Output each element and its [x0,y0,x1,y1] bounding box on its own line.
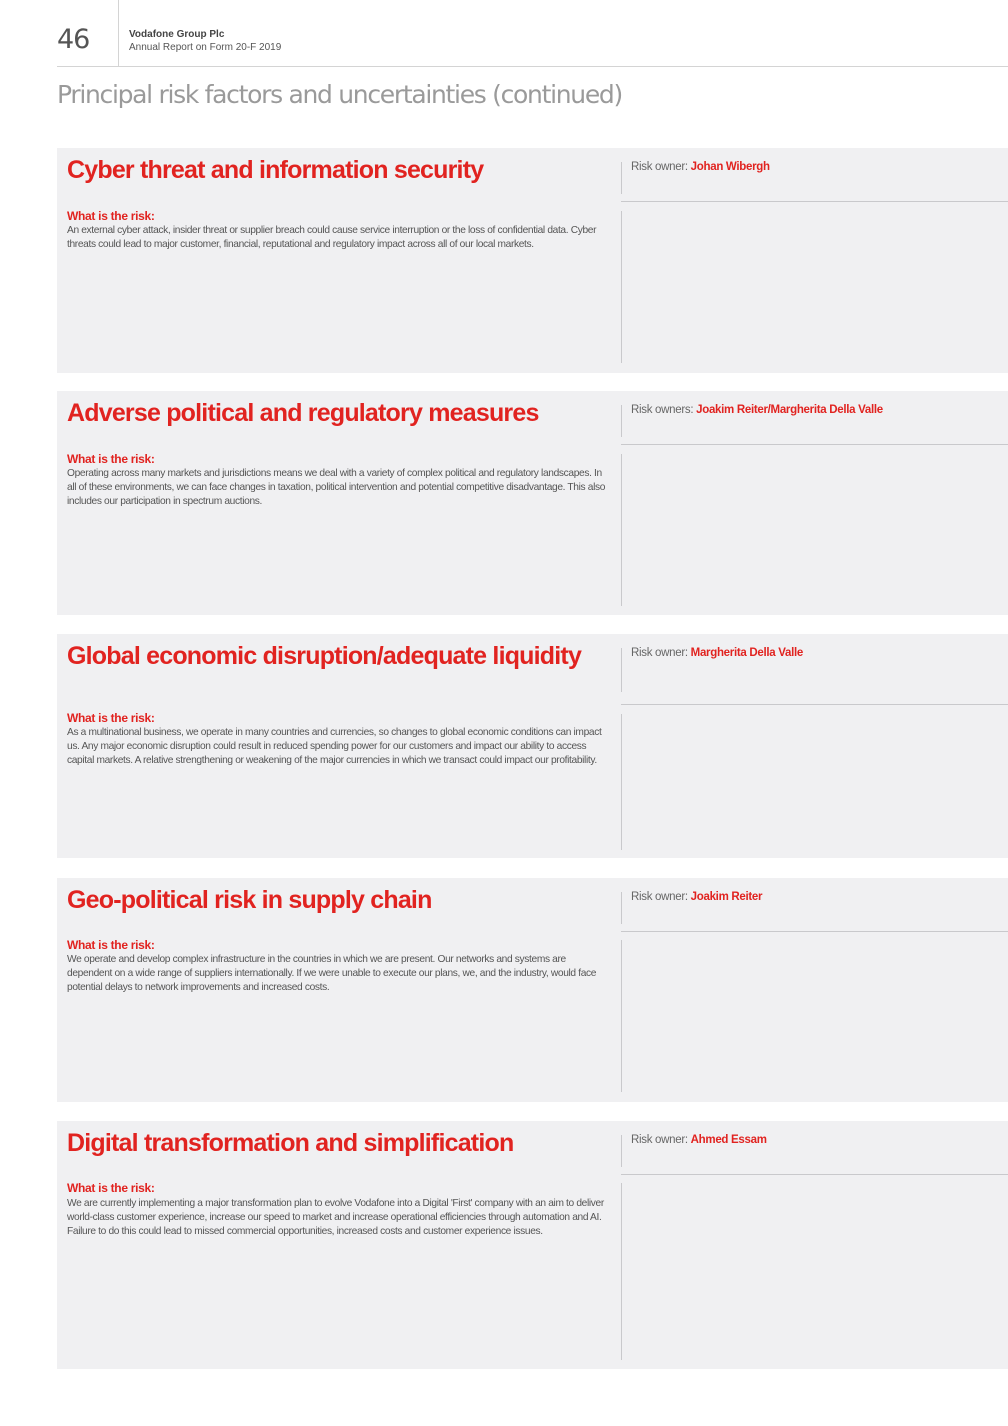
risk-title: Global economic disruption/adequate liquidity [67,642,582,670]
risk-title: Adverse political and regulatory measures [67,399,539,427]
risk-owner-label: Risk owner: [631,891,691,903]
header-rule [57,66,1008,67]
risk-heading: What is the risk: [67,209,155,223]
risk-owner-name: Margherita Della Valle [690,647,803,659]
owner-rule [621,931,1008,932]
owner-rule [621,444,1008,445]
column-divider [621,1183,622,1360]
risk-owner [631,647,803,659]
page-number: 46 [57,24,90,55]
risk-owner [631,891,762,903]
column-divider [621,1135,622,1167]
risk-card-economic [57,634,1008,858]
column-divider [621,648,622,692]
column-divider [621,211,622,363]
column-divider [621,892,622,924]
risk-title: Digital transformation and simplification [67,1129,514,1157]
risk-owner [631,161,770,173]
column-divider [621,454,622,606]
risk-owner-label: Risk owners: [631,404,697,416]
risk-owner [631,1134,767,1146]
risk-card-political [57,391,1008,615]
risk-heading: What is the risk: [67,1181,155,1195]
company-name: Vodafone Group Plc [129,29,225,40]
page-header [0,0,1008,67]
column-divider [621,714,622,850]
risk-owner-label: Risk owner: [631,1134,691,1146]
risk-heading: What is the risk: [67,452,155,466]
owner-rule [621,1174,1008,1175]
risk-card-supply-chain [57,878,1008,1102]
owner-rule [621,201,1008,202]
risk-heading: What is the risk: [67,938,155,952]
risk-card-digital [57,1121,1008,1369]
risk-heading: What is the risk: [67,711,155,725]
column-divider [621,940,622,1092]
risk-description: We are currently implementing a major transformation plan to evolve Vodafone into a Digital 'First' company with an aim to deliver world-class customer experience, increase our speed to market and increase operational efficiencies through automation and AI. Failure to do this could lead to missed commercial opportunities, increased costs and customer experience issues. [67,1198,604,1238]
risk-title: Cyber threat and information security [67,156,484,184]
column-divider [621,162,622,194]
risk-owner-name: Ahmed Essam [690,1134,767,1146]
risk-description: As a multinational business, we operate in many countries and currencies, so changes to global economic conditions can impact us. Any major economic disruption could result in reduced spending power for our customers and impact our ability to access capital markets. A relative strengthening or weakening of the major currencies in which we transact could impact our profitability. [67,727,602,767]
section-title: Principal risk factors and uncertainties (continued) [57,80,622,109]
risk-description: Operating across many markets and jurisdictions means we deal with a variety of complex political and regulatory landscapes. In all of these environments, we can face changes in taxation, political intervention and potential competitive disadvantage. This also includes our participation in spectrum auctions. [67,468,606,508]
risk-description: An external cyber attack, insider threat or supplier breach could cause service interruption or the loss of confidential data. Cyber threats could lead to major customer, financial, reputational and regulatory impact across all of our local markets. [67,225,597,251]
risk-owner-label: Risk owner: [631,161,691,173]
owner-rule [621,704,1008,705]
header-divider [118,0,119,66]
risk-owner-name: Joakim Reiter/Margherita Della Valle [696,404,883,416]
risk-owner [631,404,883,416]
risk-card-cyber [57,148,1008,373]
risk-title: Geo-political risk in supply chain [67,886,432,914]
risk-description: We operate and develop complex infrastructure in the countries in which we are present. Our networks and systems are dependent on a wide range of suppliers internationally. If we were unable to execute our plans, we, and the industry, would face potential delays to network improvements and increased costs. [67,954,597,994]
risk-owner-name: Johan Wibergh [690,161,770,173]
report-name: Annual Report on Form 20-F 2019 [129,42,282,53]
risk-owner-label: Risk owner: [631,647,691,659]
column-divider [621,405,622,437]
risk-owner-name: Joakim Reiter [690,891,763,903]
